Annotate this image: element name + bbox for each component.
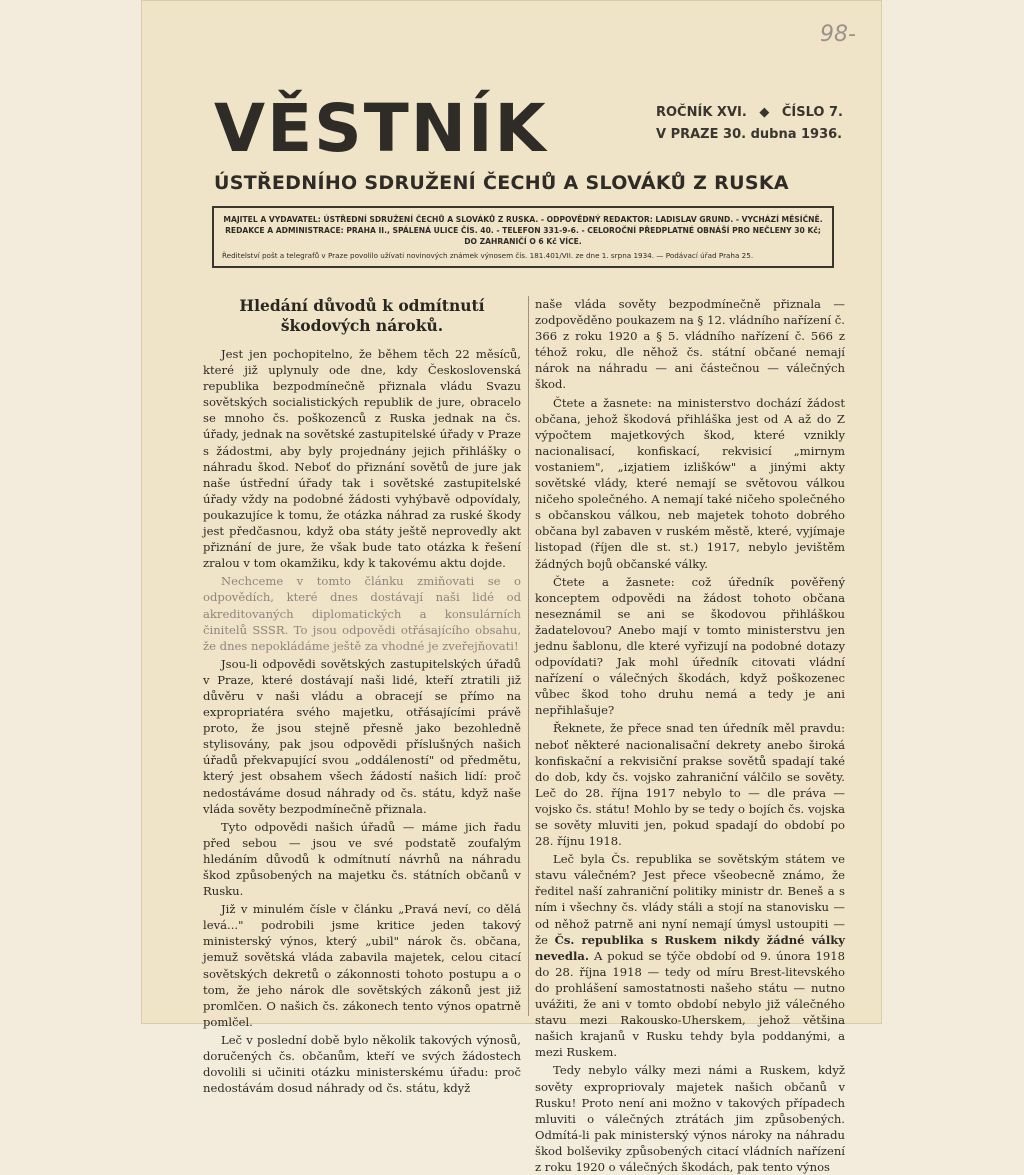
paragraph: Již v minulém čísle v článku „Pravá neví, co dělá levá..." podrobili jsme kritice jeden takový ministerský výnos, který „ubil" nárok čs. občana, jemuž sovětská vláda zabavila majetek, celou citací sovětských dekretů o zákonnosti tohoto postupu a o tom, že jeho nárok dle sovětských zákonů jest již promlčen. O našich čs. zákonech tento výnos opatrně pomlčel.: [203, 902, 521, 1029]
paragraph: naše vláda sověty bezpodmínečně přiznala — zodpověděno poukazem na § 12. vládního nařízení č. 366 z roku 1920 a § 5. vládního nařízení č. 566 z téhož roku, dle něhož čs. státní občané nemají nárok na náhradu — ani částečnou — válečných škod.: [535, 297, 845, 392]
diamond-icon: ◆: [759, 105, 770, 120]
article-column-2: [535, 296, 845, 1175]
article-headline: Hledání důvodů k odmítnutí škodových nároků.: [239, 296, 485, 335]
masthead-title: VĚSTNÍK: [214, 90, 548, 167]
volume-label: ROČNÍK XVI.: [656, 105, 747, 120]
paragraph: Jsou-li odpovědi sovětských zastupitelských úřadů v Praze, které dostávají naši lidé, kteří ztratili již důvěru v naši vládu a obracejí se přímo na expropriatéra svého majetku, otřásajícími právě proto, že jsou stejně přesně jako bezohledně stylisovány, pak jsou odpovědi příslušných našich úřadů překvapující svou „oddáleností" od předmětu, který jest obsahem všech žádostí našich lidí: proč nedostáváme dosud náhrady od čs. státu, když naše vláda sověty bezpodmínečně přiznala.: [203, 656, 521, 816]
issue-number: ČÍSLO 7.: [781, 105, 843, 120]
paragraph-text: Leč byla Čs. republika se sovětským státem ve stavu válečném? Jest přece všeobecně známo, že ředitel naší zahraniční politiky ministr dr. Beneš a s ním i všechny čs. vlády stáli a stojí na stanovisku — od něhož patrně ani nyní nemají úmysl ustoupiti — že: [535, 852, 845, 947]
paragraph: Jest jen pochopitelno, že během těch 22 měsíců, které již uplynuly ode dne, kdy Československá republika bezpodmínečně přiznala vládu Svazu sovětských socialistických republik de jure, obracelo se mnoho čs. poškozenců z Ruska jednak na čs. úřady, jednak na sovětské zastupitelské úřady v Praze s žádostmi, aby byly projednány jejich přihlášky o náhradu škod. Neboť do přiznání sovětů de jure jak naše ústřední úřady tak i sovětské zastupitelské úřady vždy na podobné žádosti vyhýbavě odpovídaly, poukazujíce k tomu, že otázka náhrad za ruské škody jest předčasnou, když oba státy ještě neprovedly akt přiznání de jure, že však bude tato otázka k řešení zralou v tom okamžiku, kdy k takovému aktu dojde.: [203, 347, 521, 571]
paragraph: Tedy nebylo války mezi námi a Ruskem, když sověty expropriovaly majetek našich občanů v Rusku! Proto není ani možno v takových případech mluviti o válečných ztrátách jim způsobených. Odmítá-li pak ministerský výnos nároky na náhradu škod bolševiky způsobených citací vládních nařízení z roku 1920 o válečných škodách, pak tento výnos: [535, 1063, 845, 1174]
column-divider: [528, 296, 529, 1016]
paragraph: Nechceme v tomto článku zmiňovati se o odpovědích, které dnes dostávají naši lidé od akreditovaných diplomatických a konsulárních činitelů SSSR. To jsou odpovědi otřásajícího obsahu, že dnes nepokládáme ještě za vhodné je zveřejňovati!: [203, 574, 521, 653]
issue-date: V PRAZE 30. dubna 1936.: [656, 127, 843, 142]
paragraph-with-emphasis: [535, 851, 845, 1060]
emphasis-text: Čs. republika s Ruskem nikdy žádné války nevedla.: [535, 932, 845, 963]
paragraph: Řeknete, že přece snad ten úředník měl pravdu: neboť některé nacionalisační dekrety anebo široká konfiskační a rekvisiční prakse sovětů spadají také do dob, kdy čs. vojsko zahraniční válčilo se sověty. Leč do 28. října 1917 nebylo to — dle práva — vojsko čs. státu! Mohlo by se tedy o bojích čs. vojska se sověty mluviti jen, pokud spadají do období po 28. říjnu 1918.: [535, 721, 845, 849]
paragraph-text: A pokud se týče období od 9. února 1918 do 28. října 1918 — tedy od míru Brest-litevského do prohlášení samostatnosti našeho státu — nutno uvážiti, že ani v tomto období nebylo již válečného stavu mezi Rakousko-Uherskem, jehož většina našich krajanů v Rusku tehdy byla poddanými, a mezi Ruskem.: [535, 948, 845, 1060]
article-column-1: [203, 296, 521, 1096]
paragraph: Čtete a žasnete: na ministerstvo dochází žádost občana, jehož škodová přihláška jest od A až do Z výpočtem majetkových škod, které vznikly nacionalisací, konfiskací, rekvisicí „mirnym vostaniem", „izjatiem izlišków" a jinými akty sovětské vlády, které nemají se světovou válkou ničeho společného. A nemají také ničeho společného s občanskou válkou, neb majetek tohoto dobrého občana byl zabaven v ruském městě, které, vyjímaje listopad (říjen dle st. st.) 1917, nebylo jevištěm žádných bojů občanské války.: [535, 395, 845, 571]
paragraph: Leč v poslední době bylo několik takových výnosů, doručených čs. občanům, kteří ve svých žádostech dovolili si učiniti otázku ministerskému úřadu: proč nedostávám dosud náhrady od čs. státu, když: [203, 1032, 521, 1096]
issue-info: [656, 102, 843, 146]
paragraph: Tyto odpovědi našich úřadů — máme jich řadu před sebou — jsou ve své podstatě zoufalým hledáním důvodů k odmítnutí návrhů na náhradu škod způsobených na majetku čs. státních občanů v Rusku.: [203, 819, 521, 899]
handwritten-note: 98-: [820, 22, 856, 47]
infobox-line: DO ZAHRANIČÍ O 6 Kč VÍCE.: [464, 237, 582, 246]
infobox-line: MAJITEL A VYDAVATEL: ÚSTŘEDNÍ SDRUŽENÍ ČECHŮ A SLOVÁKŮ Z RUSKA. - ODPOVĚDNÝ REDAKTOR: LADISLAV GRUND. - VYCHÁZÍ MĚSÍČNĚ.: [223, 215, 823, 224]
paragraph: Čtete a žasnete: což úředník pověřený konceptem odpovědi na žádost tohoto občana neseznámil se ani se škodovou přihláškou žadatelovou? Anebo mají v tomto ministerstvu jen jednu šablonu, dle které vyřizují na podobné dotazy odpovídati? Jak mohl úředník citovati vládní nařízení o válečných škodách, když poškozenec vůbec škod toho druhu nemá a tedy je ani nepřihlašuje?: [535, 574, 845, 718]
postal-permit: Ředitelství pošt a telegrafů v Praze povolilo užívati novinových známek výnosem čís. 181.401/VII. ze dne 1. srpna 1934. — Podávací úřad Praha 25.: [222, 251, 754, 260]
publisher-infobox: [212, 206, 834, 268]
masthead-subtitle: ÚSTŘEDNÍHO SDRUŽENÍ ČECHŮ A SLOVÁKŮ Z RUSKA: [214, 172, 789, 194]
infobox-line: REDAKCE A ADMINISTRACE: PRAHA II., SPÁLENÁ ULICE ČÍS. 40. - TELEFON 331-9-6. - CELOROČNÍ PŘEDPLATNÉ OBNÁŠÍ PRO NEČLENY 30 Kč;: [225, 226, 821, 235]
